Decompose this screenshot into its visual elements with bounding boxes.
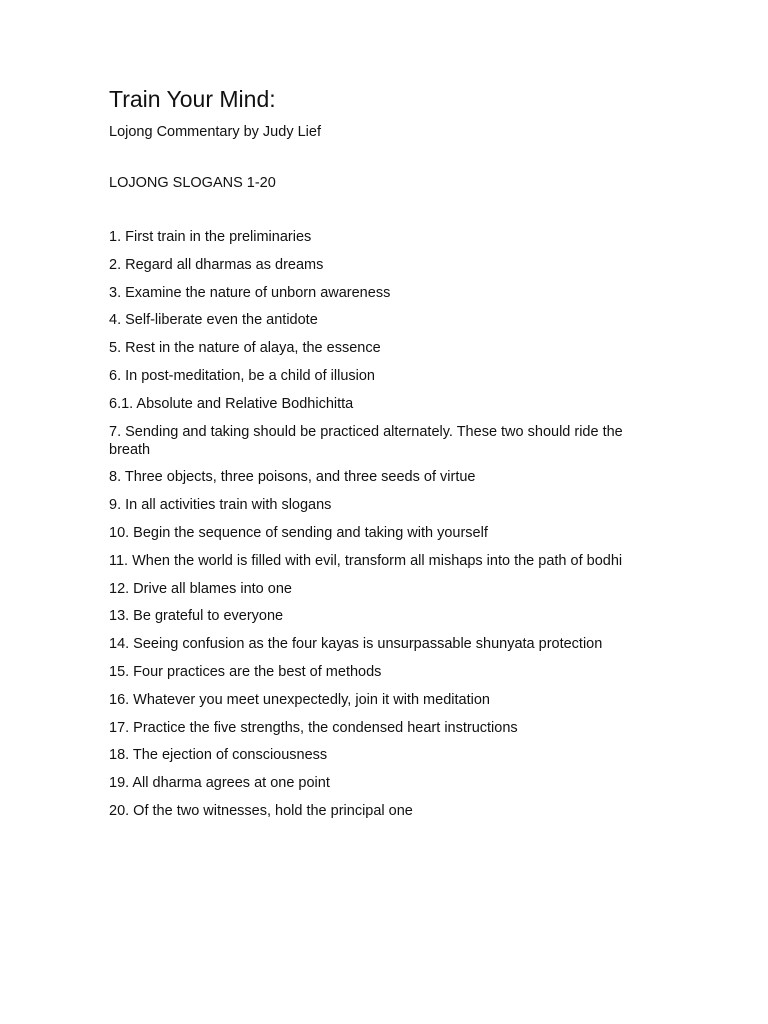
slogan-item: 13. Be grateful to everyone — [109, 608, 284, 625]
slogan-item: 16. Whatever you meet unexpectedly, join it with meditation — [109, 691, 490, 708]
slogan-item: 11. When the world is filled with evil, transform all mishaps into the path of bodhi — [109, 552, 623, 569]
slogan-item: 18. The ejection of consciousness — [109, 747, 328, 764]
slogan-item: 5. Rest in the nature of alaya, the essence — [109, 340, 381, 357]
slogan-item: 10. Begin the sequence of sending and taking with yourself — [109, 524, 488, 541]
slogan-item: 15. Four practices are the best of methods — [109, 663, 382, 680]
slogan-item: 19. All dharma agrees at one point — [109, 775, 330, 792]
slogan-item: 9. In all activities train with slogans — [109, 497, 332, 514]
slogan-item: 6. In post-meditation, be a child of illusion — [109, 367, 375, 384]
slogan-item: 1. First train in the preliminaries — [109, 229, 312, 245]
slogan-item: 14. Seeing confusion as the four kayas is unsurpassable shunyata protection — [109, 636, 603, 653]
slogan-item: 3. Examine the nature of unborn awareness — [109, 284, 391, 301]
slogan-item: 7. Sending and taking should be practiced alternately. These two should ride the breath — [109, 423, 623, 458]
slogan-item: 17. Practice the five strengths, the condensed heart instructions — [109, 719, 518, 736]
slogan-list — [109, 228, 649, 820]
slogan-item: 12. Drive all blames into one — [109, 580, 292, 597]
document-subtitle: Lojong Commentary by Judy Lief — [109, 124, 321, 140]
slogan-item: 20. Of the two witnesses, hold the principal one — [109, 802, 413, 819]
slogan-item: 4. Self-liberate even the antidote — [109, 312, 318, 329]
slogan-item: 6.1. Absolute and Relative Bodhichitta — [109, 395, 354, 412]
slogan-item: 8. Three objects, three poisons, and three seeds of virtue — [109, 469, 476, 486]
slogan-item: 2. Regard all dharmas as dreams — [109, 256, 324, 273]
section-heading: LOJONG SLOGANS 1-20 — [109, 175, 276, 191]
document-title: Train Your Mind: — [109, 86, 276, 112]
document-page — [109, 86, 649, 830]
